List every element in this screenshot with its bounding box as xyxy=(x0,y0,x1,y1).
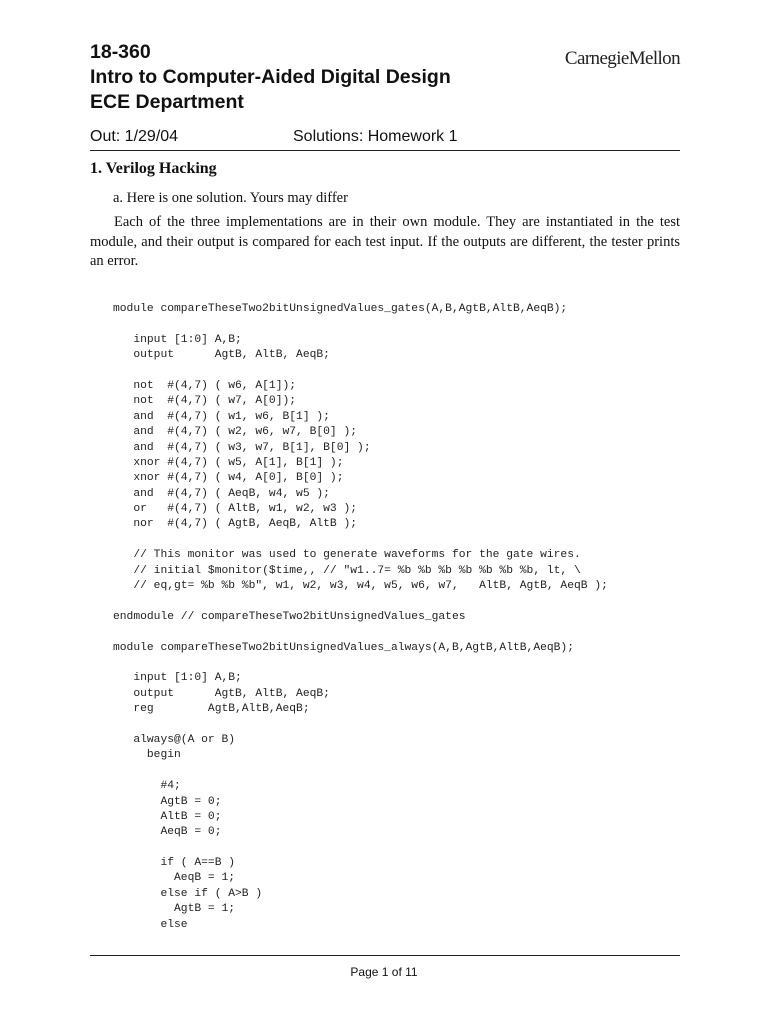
code-line: input [1:0] A,B; xyxy=(113,333,242,346)
code-line: else xyxy=(113,918,188,931)
code-line xyxy=(113,841,608,856)
code-line: and #(4,7) ( AeqB, w4, w5 ); xyxy=(113,487,330,500)
code-line xyxy=(113,364,608,379)
code-line: and #(4,7) ( w2, w6, w7, B[0] ); xyxy=(113,426,358,439)
course-title: Intro to Computer-Aided Digital Design xyxy=(90,66,451,88)
code-line: AltB = 0; xyxy=(113,810,222,823)
code-line: xnor #(4,7) ( w4, A[0], B[0] ); xyxy=(113,472,344,485)
verilog-code-block xyxy=(113,302,608,933)
section-heading: 1. Verilog Hacking xyxy=(90,160,217,177)
code-line: else if ( A>B ) xyxy=(113,887,263,900)
code-line: AeqB = 1; xyxy=(113,872,236,885)
code-line xyxy=(113,625,608,640)
code-line: and #(4,7) ( w1, w6, B[1] ); xyxy=(113,410,330,423)
code-line: if ( A==B ) xyxy=(113,857,236,870)
carnegie-mellon-logo: CarnegieMellon xyxy=(564,48,680,69)
page-number: Page 1 of 11 xyxy=(350,965,418,979)
code-line: AgtB = 0; xyxy=(113,795,222,808)
code-line: or #(4,7) ( AltB, w1, w2, w3 ); xyxy=(113,503,358,516)
code-line: #4; xyxy=(113,780,181,793)
code-line xyxy=(113,594,608,609)
code-line: AeqB = 0; xyxy=(113,826,222,839)
department-name: ECE Department xyxy=(90,91,244,113)
out-date: Out: 1/29/04 xyxy=(90,128,179,145)
intro-paragraph: Each of the three implementations are in their own module. They are instantiated in the test module, and their output is compared for each test input. If the outputs are different, the tester prints an error. xyxy=(90,214,680,269)
code-line: AgtB = 1; xyxy=(113,903,236,916)
code-line xyxy=(113,533,608,548)
code-line: input [1:0] A,B; xyxy=(113,672,242,685)
code-line xyxy=(113,317,608,332)
code-line: endmodule // compareTheseTwo2bitUnsignedValues_gates xyxy=(113,610,466,623)
code-line: not #(4,7) ( w7, A[0]); xyxy=(113,395,297,408)
solutions-title: Solutions: Homework 1 xyxy=(293,128,458,145)
code-line: // This monitor was used to generate waveforms for the gate wires. xyxy=(113,549,581,562)
course-number: 18-360 xyxy=(90,41,151,63)
document-header xyxy=(90,40,680,115)
code-line: // eq,gt= %b %b %b", w1, w2, w3, w4, w5, w6, w7, AltB, AgtB, AeqB ); xyxy=(113,580,608,593)
code-line: module compareTheseTwo2bitUnsignedValues_gates(A,B,AgtB,AltB,AeqB); xyxy=(113,303,568,315)
code-line: output AgtB, AltB, AeqB; xyxy=(113,687,330,700)
code-line: output AgtB, AltB, AeqB; xyxy=(113,349,330,362)
code-line: xnor #(4,7) ( w5, A[1], B[1] ); xyxy=(113,456,344,469)
code-line: begin xyxy=(113,749,181,762)
code-line: module compareTheseTwo2bitUnsignedValues_always(A,B,AgtB,AltB,AeqB); xyxy=(113,641,574,654)
header-subline xyxy=(90,128,680,151)
code-line: not #(4,7) ( w6, A[1]); xyxy=(113,379,297,392)
list-item-a: a. Here is one solution. Yours may differ xyxy=(113,190,348,206)
code-line: always@(A or B) xyxy=(113,733,236,746)
code-line xyxy=(113,764,608,779)
code-line: nor #(4,7) ( AgtB, AeqB, AltB ); xyxy=(113,518,358,531)
code-line: // initial $monitor($time,, // "w1..7= %b %b %b %b %b %b %b, lt, \ xyxy=(113,564,581,577)
code-line: and #(4,7) ( w3, w7, B[1], B[0] ); xyxy=(113,441,371,454)
code-line xyxy=(113,718,608,733)
footer-divider xyxy=(90,955,680,956)
code-line: reg AgtB,AltB,AeqB; xyxy=(113,703,310,716)
code-line xyxy=(113,656,608,671)
